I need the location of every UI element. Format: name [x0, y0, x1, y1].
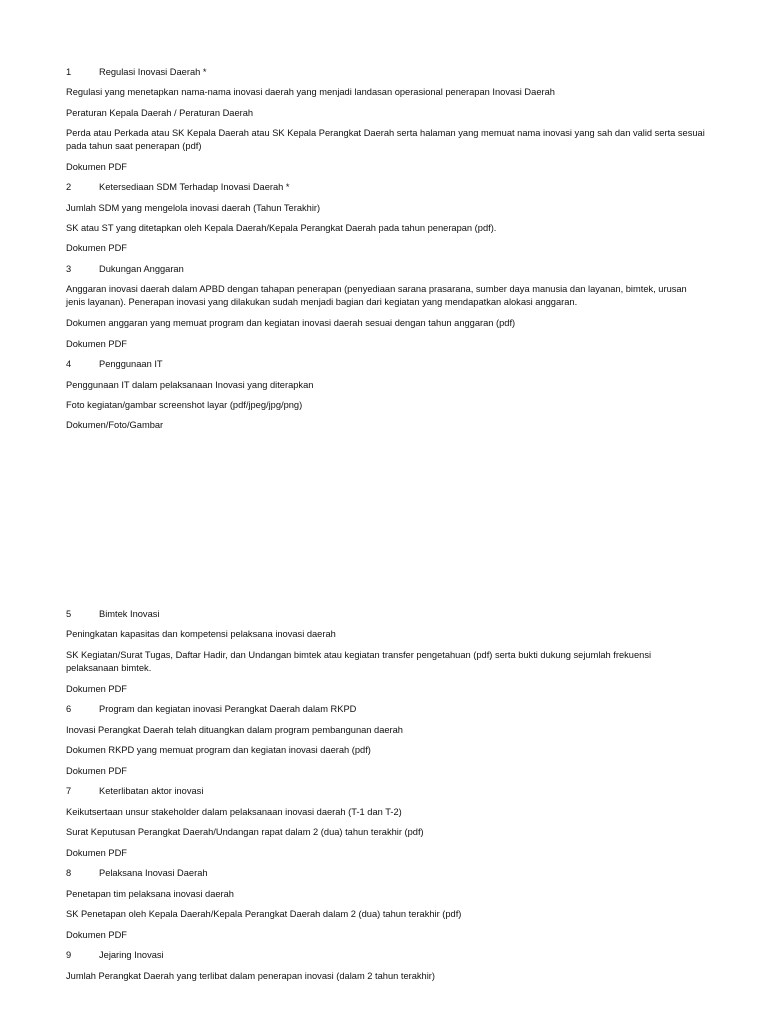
section-number: 2 — [66, 182, 72, 192]
section-heading — [66, 949, 706, 962]
section-evidence: SK Penetapan oleh Kepala Daerah/Kepala Perangkat Daerah dalam 2 (dua) tahun terakhir (pdf) — [66, 909, 462, 919]
section-number: 5 — [66, 609, 72, 619]
section-heading — [66, 785, 706, 798]
section-doc-type: Dokumen PDF — [66, 930, 127, 940]
section-title: Penggunaan IT — [99, 359, 163, 369]
section-heading — [66, 608, 706, 621]
section-doc-type: Dokumen PDF — [66, 766, 127, 776]
section-number: 4 — [66, 359, 72, 369]
section-doc-type: Dokumen/Foto/Gambar — [66, 420, 164, 430]
section-heading — [66, 703, 706, 716]
section-description: Peningkatan kapasitas dan kompetensi pelaksana inovasi daerah — [66, 629, 336, 639]
section-description: Penetapan tim pelaksana inovasi daerah — [66, 889, 234, 899]
section-number: 8 — [66, 868, 72, 878]
section-title: Regulasi Inovasi Daerah * — [99, 67, 207, 77]
section-evidence: Dokumen anggaran yang memuat program dan kegiatan inovasi daerah sesuai dengan tahun anggaran (pdf) — [66, 318, 516, 328]
section-title: Keterlibatan aktor inovasi — [99, 786, 204, 796]
section-evidence: SK Kegiatan/Surat Tugas, Daftar Hadir, dan Undangan bimtek atau kegiatan transfer pengetahuan (pdf) serta bukti dukung sejumlah frekuensi pelaksanaan bimtek. — [66, 650, 652, 673]
section-evidence: Foto kegiatan/gambar screenshot layar (pdf/jpeg/jpg/png) — [66, 400, 303, 410]
section-description: Anggaran inovasi daerah dalam APBD dengan tahapan penerapan (penyediaan sarana prasarana, sumber daya manusia dan layanan, bimtek, urusan jenis layanan). Penerapan inovasi yang dilakukan sudah menjadi bagian dari kegiatan yang mendapatkan alokasi anggaran. — [66, 284, 687, 307]
section-description: Penggunaan IT dalam pelaksanaan Inovasi yang diterapkan — [66, 380, 314, 390]
section-title: Ketersediaan SDM Terhadap Inovasi Daerah * — [99, 182, 290, 192]
section-heading — [66, 867, 706, 880]
section-description: Inovasi Perangkat Daerah telah dituangkan dalam program pembangunan daerah — [66, 725, 403, 735]
section-title: Jejaring Inovasi — [99, 950, 164, 960]
section-number: 6 — [66, 704, 72, 714]
section-doc-type: Dokumen PDF — [66, 339, 127, 349]
section-description: Jumlah SDM yang mengelola inovasi daerah (Tahun Terakhir) — [66, 203, 321, 213]
section-criteria: Peraturan Kepala Daerah / Peraturan Daerah — [66, 108, 254, 118]
section-evidence: Perda atau Perkada atau SK Kepala Daerah atau SK Kepala Perangkat Daerah serta halaman yang memuat nama inovasi yang sah dan valid serta sesuai pada tahun saat penerapan (pdf) — [66, 128, 705, 151]
section-description: Keikutsertaan unsur stakeholder dalam pelaksanaan inovasi daerah (T-1 dan T-2) — [66, 807, 402, 817]
section-number: 1 — [66, 67, 72, 77]
section-title: Program dan kegiatan inovasi Perangkat Daerah dalam RKPD — [99, 704, 357, 714]
section-title: Pelaksana Inovasi Daerah — [99, 868, 208, 878]
section-evidence: SK atau ST yang ditetapkan oleh Kepala Daerah/Kepala Perangkat Daerah pada tahun penerapan (pdf). — [66, 223, 497, 233]
section-heading — [66, 66, 706, 79]
section-heading — [66, 181, 706, 194]
section-number: 7 — [66, 786, 72, 796]
section-description: Regulasi yang menetapkan nama-nama inovasi daerah yang menjadi landasan operasional penerapan Inovasi Daerah — [66, 87, 555, 97]
section-heading — [66, 358, 706, 371]
section-title: Dukungan Anggaran — [99, 264, 184, 274]
section-number: 3 — [66, 264, 72, 274]
section-evidence: Surat Keputusan Perangkat Daerah/Undangan rapat dalam 2 (dua) tahun terakhir (pdf) — [66, 827, 424, 837]
section-title: Bimtek Inovasi — [99, 609, 160, 619]
section-evidence: Dokumen RKPD yang memuat program dan kegiatan inovasi daerah (pdf) — [66, 745, 371, 755]
section-heading — [66, 263, 706, 276]
section-doc-type: Dokumen PDF — [66, 243, 127, 253]
section-doc-type: Dokumen PDF — [66, 848, 127, 858]
section-number: 9 — [66, 950, 72, 960]
section-doc-type: Dokumen PDF — [66, 162, 127, 172]
section-doc-type: Dokumen PDF — [66, 684, 127, 694]
section-description: Jumlah Perangkat Daerah yang terlibat dalam penerapan inovasi (dalam 2 tahun terakhir) — [66, 971, 435, 981]
